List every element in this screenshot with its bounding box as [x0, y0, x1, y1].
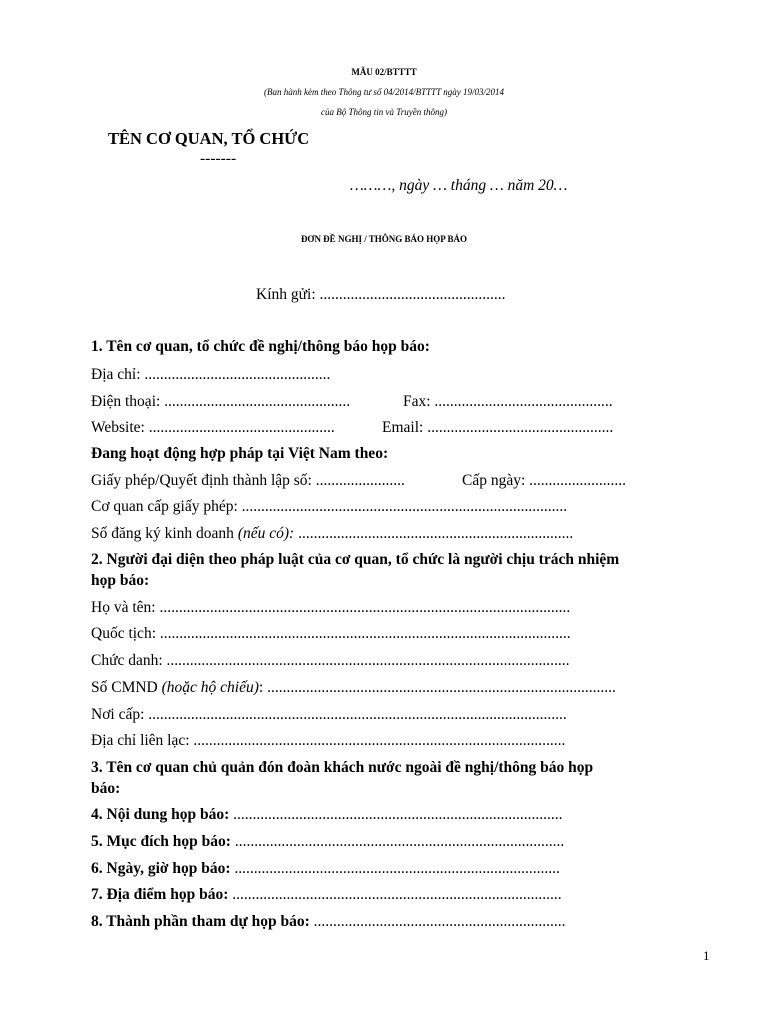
press-attendees-field [91, 912, 566, 932]
form-code: MẪU 02/BTTTT [351, 67, 417, 77]
organization-rule: ------- [200, 150, 237, 167]
address-field: Địa chỉ: ................................................ [91, 366, 331, 383]
organization-name: TÊN CƠ QUAN, TỔ CHỨC [108, 129, 310, 148]
id-number-label: Số CMND [91, 679, 162, 696]
license-date-field: Cấp ngày: ......................... [462, 472, 627, 489]
page-number: 1 [703, 948, 710, 963]
press-attendees-dots: ................................................................. [309, 913, 566, 930]
press-datetime-label: 6. Ngày, giờ họp báo: [91, 860, 231, 877]
id-number-passport-note: (hoặc hộ chiếu) [161, 679, 259, 696]
contact-address-field: Địa chỉ liên lạc: ................................................................................................ [91, 732, 566, 749]
recipient-line: Kính gửi: ................................................ [256, 286, 506, 303]
business-registration-optional: (nếu có): [237, 525, 295, 542]
press-purpose-field [91, 832, 564, 852]
issued-note-line1: (Ban hành kèm theo Thông tư số 04/2014/BTTTT ngày 19/03/2014 [264, 87, 504, 97]
issued-place-field: Nơi cấp: ............................................................................................................ [91, 706, 567, 723]
business-registration-field [91, 524, 573, 544]
press-datetime-dots: .................................................................................... [230, 860, 560, 877]
section2-heading-line1: 2. Người đại diện theo pháp luật của cơ quan, tổ chức là người chịu trách nhiệm [91, 551, 620, 568]
press-purpose-dots: ..................................................................................... [230, 833, 565, 850]
section3-heading-line2: báo: [91, 780, 121, 797]
website-field: Website: ................................................ [91, 419, 335, 436]
document-title: ĐƠN ĐỀ NGHỊ / THÔNG BÁO HỌP BÁO [300, 234, 468, 244]
press-attendees-label: 8. Thành phần tham dự họp báo: [91, 913, 310, 930]
press-content-field [91, 805, 563, 825]
press-location-dots: ..................................................................................... [228, 886, 562, 903]
section2-heading-line2: họp báo: [91, 572, 150, 589]
date-line: ………, ngày … tháng … năm 20… [350, 177, 568, 194]
section1-heading: 1. Tên cơ quan, tổ chức đề nghị/thông báo họp báo: [91, 338, 430, 355]
id-number-dots: : .......................................................................................... [258, 679, 616, 696]
license-issuer-field: Cơ quan cấp giấy phép: .................................................................................... [91, 498, 568, 515]
position-field: Chức danh: ........................................................................................................ [91, 652, 570, 669]
press-location-field [91, 885, 562, 905]
issued-note-line2: của Bộ Thông tin và Truyền thông) [321, 107, 447, 117]
press-purpose-label: 5. Mục đích họp báo: [91, 833, 231, 850]
license-number-field: Giấy phép/Quyết định thành lập số: ....................... [91, 472, 405, 489]
phone-field: Điện thoại: ................................................ [91, 393, 351, 410]
email-field: Email: ................................................ [382, 419, 614, 436]
section3-heading-line1: 3. Tên cơ quan chủ quản đón đoàn khách nước ngoài đề nghị/thông báo họp [91, 759, 594, 776]
full-name-field: Họ và tên: .......................................................................................................... [91, 599, 571, 616]
press-content-dots: ..................................................................................... [229, 806, 563, 823]
business-registration-dots: ....................................................................... [294, 525, 574, 542]
legal-basis-heading: Đang hoạt động hợp pháp tại Việt Nam theo: [91, 445, 389, 462]
press-location-label: 7. Địa điểm họp báo: [91, 886, 229, 903]
business-registration-label: Số đăng ký kinh doanh [91, 525, 238, 542]
press-content-label: 4. Nội dung họp báo: [91, 806, 230, 823]
fax-field: Fax: .............................................. [403, 393, 613, 410]
nationality-field: Quốc tịch: .......................................................................................................... [91, 625, 571, 642]
id-number-field [91, 678, 616, 698]
press-datetime-field [91, 859, 560, 879]
